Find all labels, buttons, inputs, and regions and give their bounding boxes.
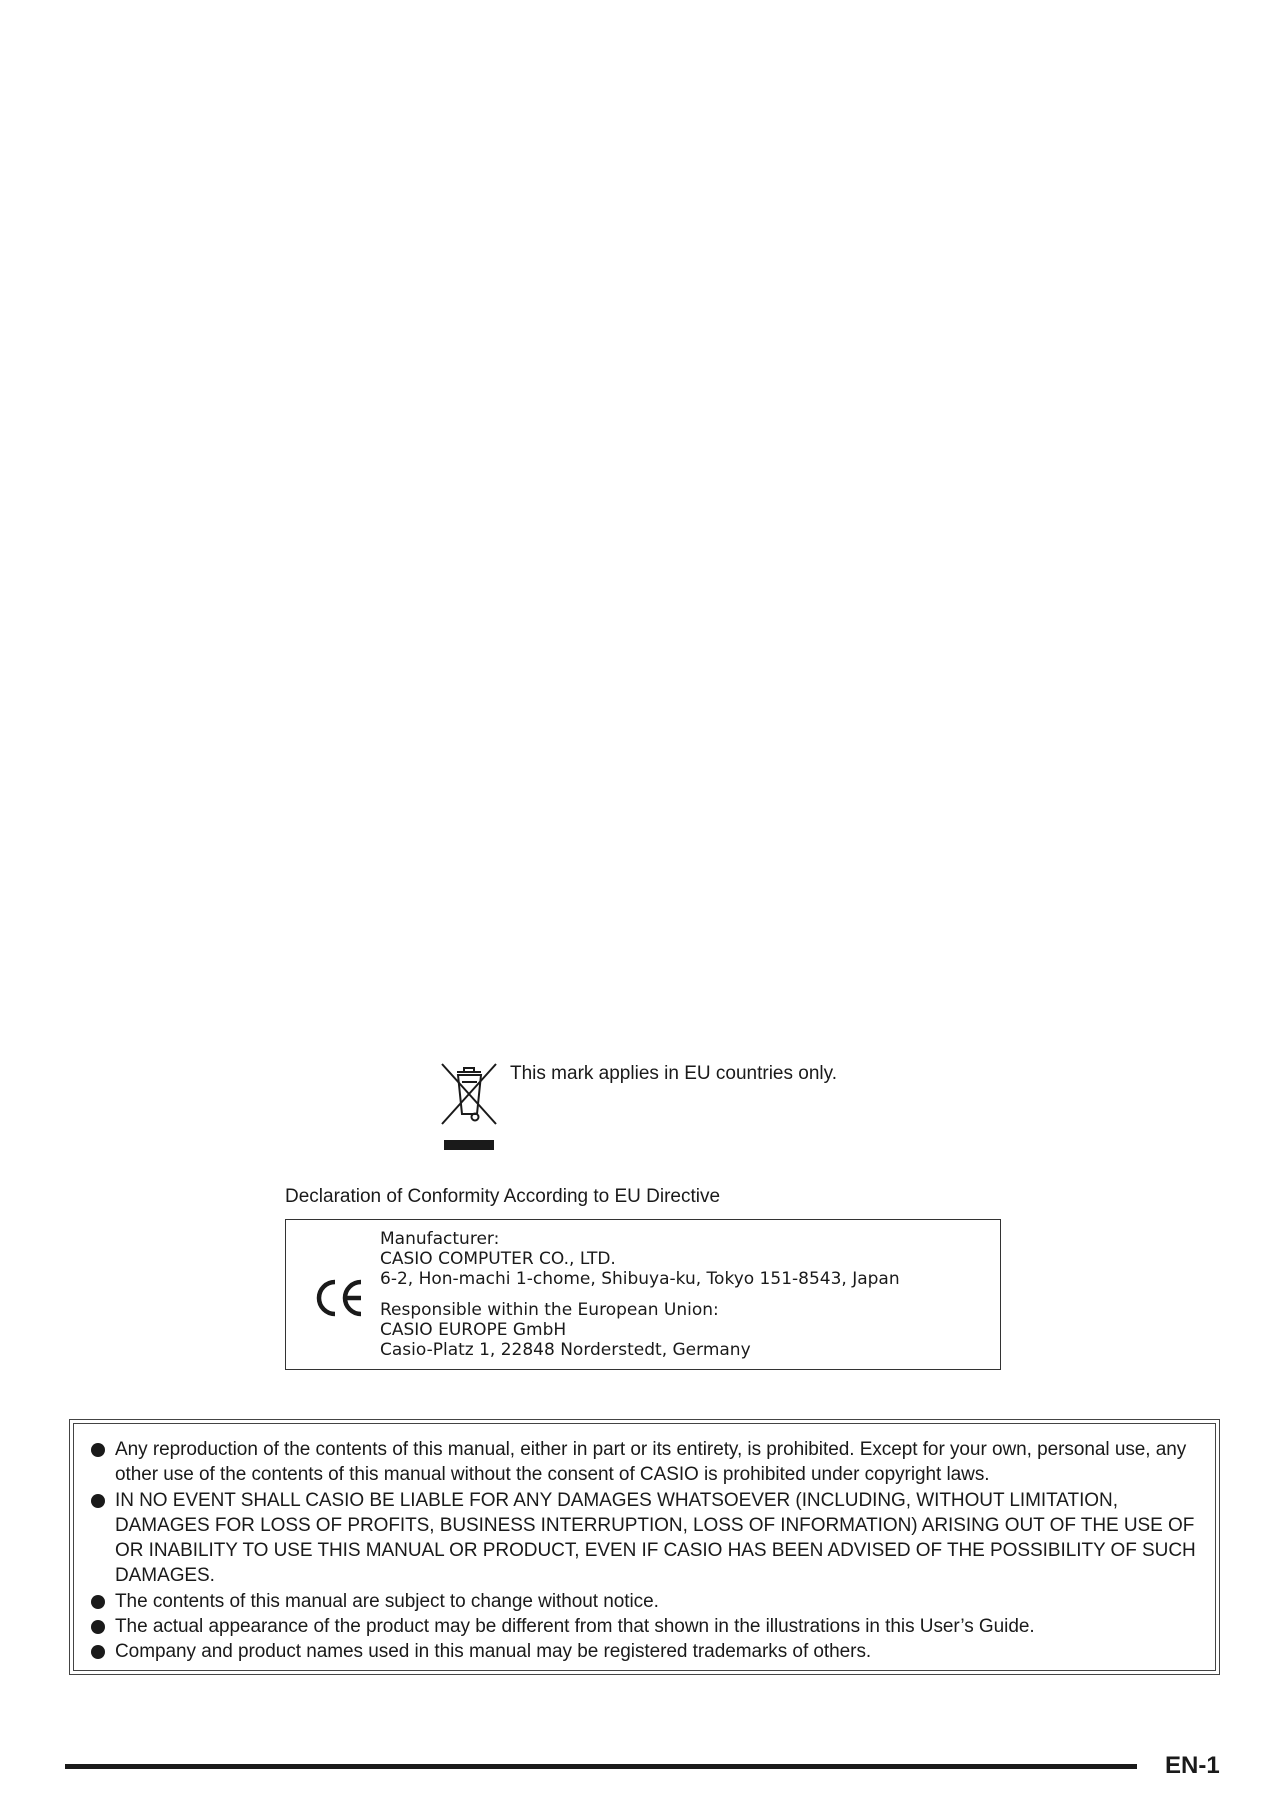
bullet-icon bbox=[91, 1595, 105, 1609]
ce-mark-icon bbox=[311, 1278, 365, 1318]
notice-item bbox=[91, 1614, 1205, 1639]
notice-box bbox=[69, 1419, 1220, 1675]
footer-rule bbox=[65, 1764, 1137, 1769]
bullet-icon bbox=[91, 1645, 105, 1659]
manufacturer-name: CASIO COMPUTER CO., LTD. bbox=[380, 1249, 616, 1269]
bullet-icon bbox=[91, 1443, 105, 1457]
bullet-icon bbox=[91, 1620, 105, 1634]
notice-text: The contents of this manual are subject to change without notice. bbox=[115, 1590, 659, 1612]
notice-item bbox=[91, 1639, 1205, 1664]
conformity-box bbox=[285, 1219, 1001, 1370]
notice-text: The actual appearance of the product may be different from that shown in the illustrations in this User’s Guide. bbox=[115, 1616, 1035, 1638]
manufacturer-label: Manufacturer: bbox=[380, 1229, 500, 1249]
eu-representative-name: CASIO EUROPE GmbH bbox=[380, 1320, 567, 1340]
eu-representative-label: Responsible within the European Union: bbox=[380, 1300, 719, 1320]
declaration-title: Declaration of Conformity According to EU Directive bbox=[285, 1186, 721, 1207]
notice-list bbox=[91, 1437, 1205, 1665]
page-number: EN-1 bbox=[1165, 1752, 1220, 1779]
crossed-out-wheeled-bin-icon bbox=[440, 1062, 498, 1154]
weee-mark-text: This mark applies in EU countries only. bbox=[510, 1063, 837, 1084]
notice-text: Any reproduction of the contents of this manual, either in part or its entirety, is prohibited. Except for your own, personal use, any other use of the contents of this manual without the consent of CASIO is prohibited under copyright laws. bbox=[115, 1439, 1187, 1486]
notice-text: Company and product names used in this manual may be registered trademarks of others. bbox=[115, 1641, 872, 1663]
notice-item bbox=[91, 1437, 1205, 1488]
notice-item bbox=[91, 1488, 1205, 1589]
manufacturer-address: 6-2, Hon-machi 1-chome, Shibuya-ku, Tokyo 151-8543, Japan bbox=[380, 1269, 900, 1289]
eu-representative-address: Casio-Platz 1, 22848 Norderstedt, Germany bbox=[380, 1340, 751, 1360]
notice-text: IN NO EVENT SHALL CASIO BE LIABLE FOR ANY DAMAGES WHATSOEVER (INCLUDING, WITHOUT LIMITATION, DAMAGES FOR LOSS OF PROFITS, BUSINESS INTERRUPTION, LOSS OF INFORMATION) ARISING OUT OF THE USE OF OR INABILITY TO USE THIS MANUAL OR PRODUCT, EVEN IF CASIO HAS BEEN ADVISED OF THE POSSIBILITY OF SUCH DAMAGES. bbox=[115, 1489, 1196, 1587]
notice-item bbox=[91, 1589, 1205, 1614]
conformity-details bbox=[380, 1229, 900, 1360]
bullet-icon bbox=[91, 1494, 105, 1508]
